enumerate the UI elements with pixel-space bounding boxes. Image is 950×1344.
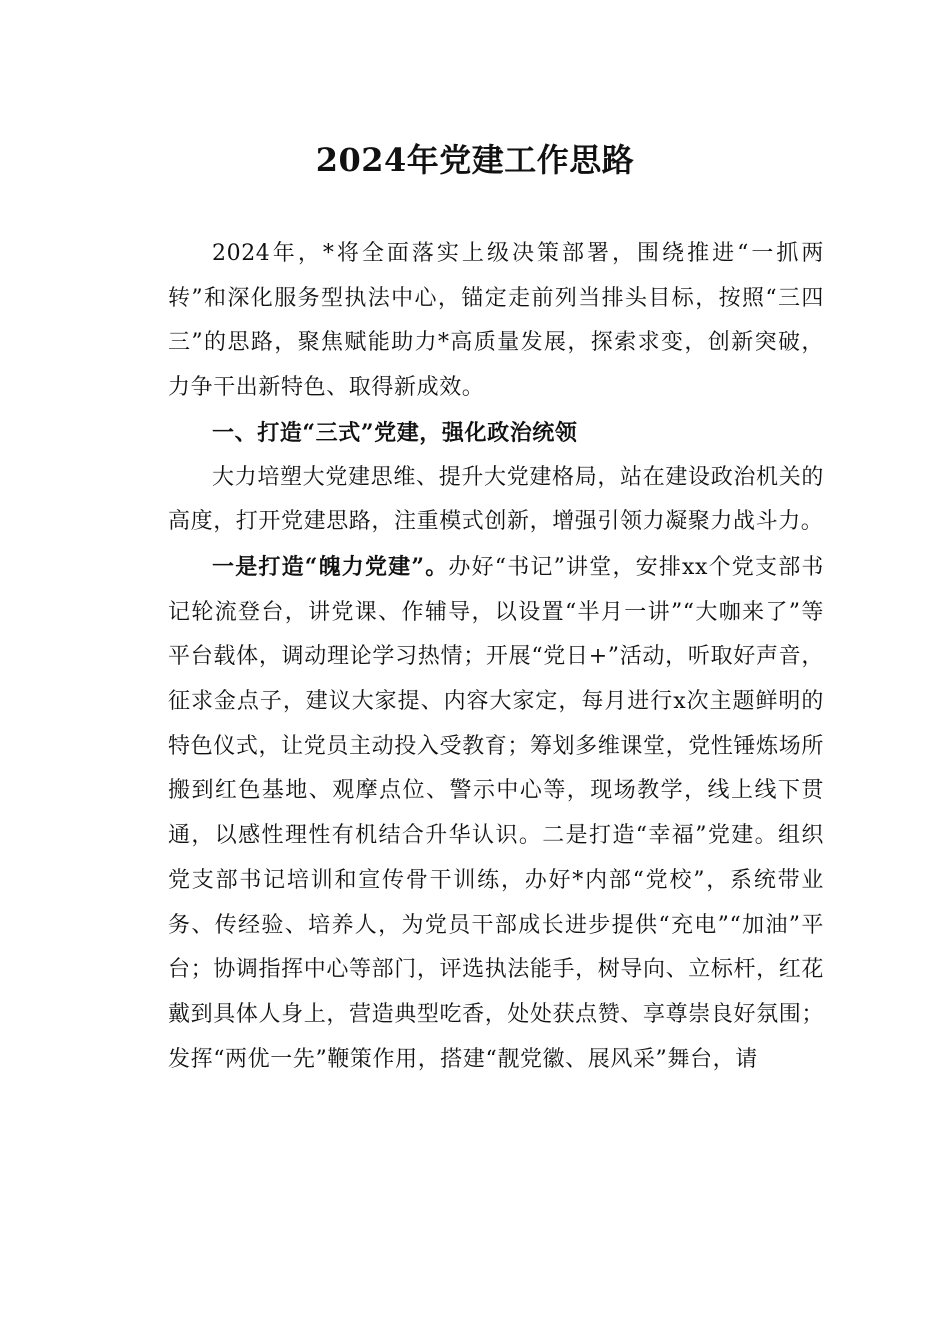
point-paragraph <box>168 545 824 1082</box>
point-body: 办好“书记”讲堂，安排xx个党支部书记轮流登台，讲党课、作辅导，以设置“半月一讲”“大咖来了”等平台载体，调动理论学习热情；开展“党日+”活动，听取好声音，征求金点子，建议大家提、内容大家定，每月进行x次主题鲜明的特色仪式，让党员主动投入受教育；筹划多维课堂，党性锤炼场所搬到红色基地、观摩点位、警示中心等，现场教学，线上线下贯通，以感性理性有机结合升华认识。二是打造“幸福”党建。组织党支部书记培训和宣传骨干训练，办好*内部“党校”，系统带业务、传经验、培养人，为党员干部成长进步提供“充电”“加油”平台；协调指挥中心等部门，评选执法能手，树导向、立标杆，红花戴到具体人身上，营造典型吃香，处处获点赞、享尊崇良好氛围；发挥“两优一先”鞭策作用，搭建“靓党徽、展风采”舞台，请 <box>168 554 824 1072</box>
document-body <box>168 232 824 1082</box>
document-title: 2024年党建工作思路 <box>315 141 635 179</box>
section-summary-paragraph: 大力培塑大党建思维、提升大党建格局，站在建设政治机关的高度，打开党建思路，注重模式创新，增强引领力凝聚力战斗力。 <box>168 464 824 535</box>
section-heading: 一、打造“三式”党建，强化政治统领 <box>212 419 578 446</box>
point-lead: 一是打造“魄力党建”。 <box>212 553 449 580</box>
intro-paragraph: 2024年，*将全面落实上级决策部署，围绕推进“一抓两转”和深化服务型执法中心，锚定走前列当排头目标，按照“三四三”的思路，聚焦赋能助力*高质量发展，探索求变，创新突破，力争干出新特色、取得新成效。 <box>168 241 824 401</box>
